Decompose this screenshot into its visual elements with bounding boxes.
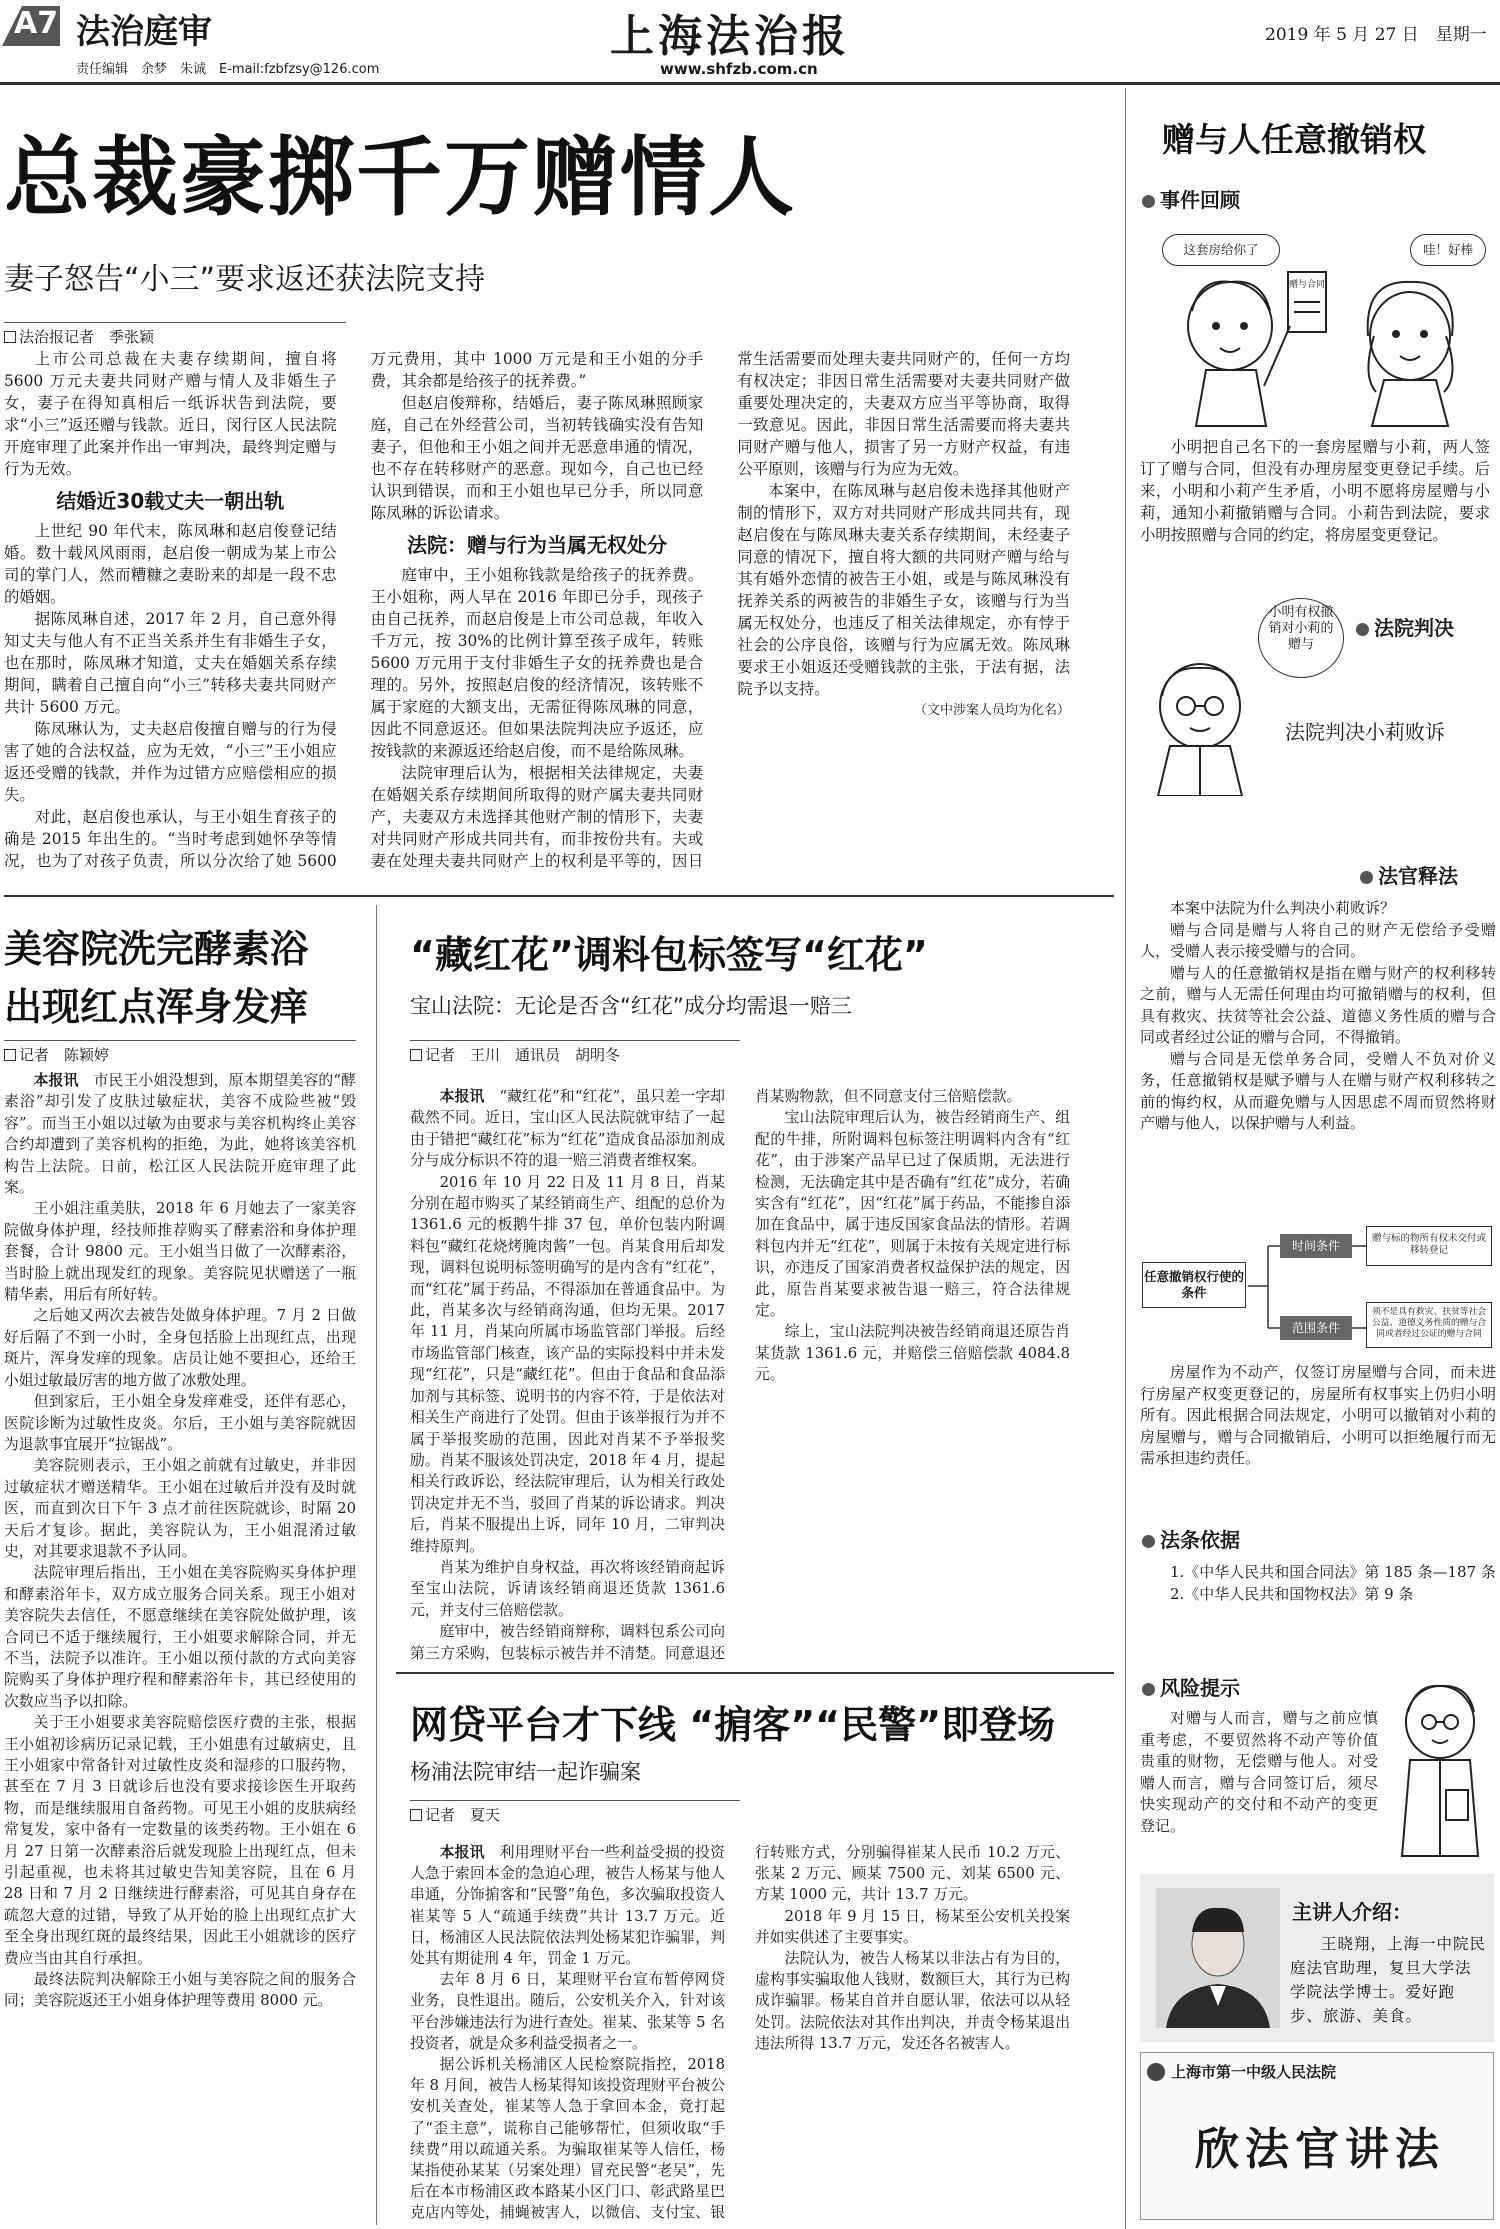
interpret-para: 赠与人的任意撤销权是指在赠与财产的权利移转之前，赠与人无需任何理由均可撤销赠与的权利，但具有救灾、扶贫等社会公益、道德义务性质的赠与合同或者经过公证的赠与合同，不得撤销。 <box>1140 963 1496 1046</box>
column-name: 欣法官讲法 <box>1195 2124 1445 2175</box>
a2-p: 最终法院判决解除王小姐与美容院之间的服务合同；美容院返还王小姐身体护理等费用 8000 元。 <box>4 1971 356 2010</box>
a1-p: 对此，赵启俊也承认，与王小姐生育孩子的确是 2015 年出生的。“当时考虑到她怀孕等情况，也为了对孩子负责，所以分次给了她 5600 万元费用，其中 1000 万元是和王小姐的分手费，其余都是给孩子的抚养费。” <box>4 350 704 870</box>
a1-p: 本案中，在陈凤琳与赵启俊未选择其他财产制的情形下，双方对共同财产形成共同共有，现赵启俊在与陈凤琳夫妻关系存续期间，未经妻子同意的情况下，擅自将大额的共同财产赠与给与其有婚外恋情的被告王小姐，或是与陈凤琳没有抚养关系的两被告的非婚生子女，该赠与行为当属无权处分，也违反了相关法律规定，亦有悖于社会的公序良俗，该赠与行为应属无效。陈凤琳要求王小姐返还受赠钱款的主张，于法有据，法院予以支持。 <box>737 482 1070 698</box>
a3-p: 综上，宝山法院判决被告经销商退还原告肖某货款 1361.6 元，并赔偿三倍赔偿款 4084.8 元。 <box>755 1323 1070 1384</box>
judge-illustration <box>1140 596 1270 796</box>
a4-p: 据公诉机关杨浦区人民检察院指控，2018 年 8 月间，被告人杨某得知该投资理财平台被公安机关查处，崔某等人急于拿回本金，竟打起了“歪主意”，谎称自己能够帮忙，但须收取“手续费”用以疏通关系。为骗取崔某等人信任，杨某指使孙某某（另案处理）冒充民警“老吴”，先后在本市杨浦区政本路某小区门口、彰武路星巴克店内等处，捕蝇被害人，以微信、支付宝、银行转账方式，分别骗得崔某人民币 10.2 万元、张某 2 万元、顾某 7500 元、刘某 6500 元、方某 1000 元，共计 13.7 万元。 <box>410 1844 1070 2222</box>
a2-p: 法院审理后指出，王小姐在美容院购买身体护理和酵素浴年卡，双方成立服务合同关系。现王小姐对美容院失去信任，不愿意继续在美容院处做护理，该合同已不适于继续履行，王小姐要求解除合同，并无不当，法院予以准许。王小姐以预付款的方式向美容院购买了身体护理疗程和酵素浴年卡，其已经使用的次数应当予以扣除。 <box>4 1564 356 1710</box>
interpret-para: 赠与合同是无偿单务合同，受赠人不负对价义务，任意撤销权是赋予赠与人在赠与财产权利移转之前的悔约权，从而避免赠与人因思虑不周而贸然将财产赠与他人，以保护赠与人利益。 <box>1140 1049 1496 1132</box>
speaker-photo <box>1156 1888 1280 2028</box>
sidebar-title: 赠与人任意撤销权 <box>1162 120 1426 159</box>
risk-text <box>1140 1708 1378 1837</box>
a1-p: 陈凤琳认为，丈夫赵启俊擅自赠与的行为侵害了她的合法权益，应为无效，“小三”王小姐应返还受赠的钱款，并作为过错方应赔偿相应的损失。 <box>4 720 337 804</box>
article1-bottom-rule <box>4 895 1114 897</box>
article3-deck: 宝山法院：无论是否含“红花”成分均需退一赔三 <box>410 994 852 1018</box>
a3-p <box>410 1086 725 1172</box>
law-item: 2.《中华人民共和国物权法》第 9 条 <box>1170 1584 1414 1603</box>
a3-p-text: “藏红花”和“红花”，虽只差一字却截然不同。近日，宝山区人民法院就审结了一起由于错把“藏红花”标为“红花”造成食品添加剂成分与成分标识不符的退一赔三消费者维权案。 <box>410 1088 725 1170</box>
a1-p: 据陈凤琳自述，2017 年 2 月，自己意外得知丈夫与他人有不正当关系并生有非婚生子女，也在那时，陈凤琳才知道，丈夫在婚姻关系存续期间，瞒着自己擅自向“小三”转移夫妻共同财产共计 5600 万元。 <box>4 610 337 716</box>
judgment-text: 法院判决小莉败诉 <box>1285 720 1445 744</box>
article2-byline <box>4 1040 356 1065</box>
page-number-badge <box>0 2 62 46</box>
article4-byline <box>410 1800 740 1825</box>
sec-case-heading <box>1142 184 1240 213</box>
diagram-root: 任意撤销权行使的条件 <box>1142 1262 1246 1308</box>
a4-p <box>410 1842 725 1969</box>
section-name: 法治庭审 <box>76 12 212 52</box>
speaker-portrait <box>1156 1888 1280 2028</box>
column-banner <box>1140 2052 1494 2220</box>
a2-p: 之后她又两次去被告处做身体护理。7 月 2 日做好后隔了不到一小时，全身包括脸上出现红点，出现斑片，浑身发痒的现象。店员让她不要担心，还给王小姐过敏最厉害的地方做了冰敷处理。 <box>4 1307 356 1389</box>
sec-risk-label: 风险提示 <box>1160 1676 1240 1700</box>
court-name: 上海市第一中级人民法院 <box>1171 2063 1337 2081</box>
issue-date: 2019 年 5 月 27 日 星期一 <box>1265 25 1487 45</box>
interpret-para: 赠与合同是赠与人将自己的财产无偿给予受赠人，受赠人表示接受赠与的合同。 <box>1140 920 1496 960</box>
sec-judgment-heading <box>1356 612 1454 641</box>
article4-deck: 杨浦法院审结一起诈骗案 <box>410 1760 641 1784</box>
speech-bubble-left: 这套房给你了 <box>1162 234 1280 266</box>
article2-body <box>4 1070 356 2225</box>
sec-judgment-label: 法院判决 <box>1374 616 1454 640</box>
a3-p: 宝山法院审理后认为，被告经销商生产、组配的牛排，所附调料包标签注明调料内含有“红花”，由于涉案产品早已过了保质期，无法进行检测，无法确定其中是否确有“红花”成分，若确实含有“红花”，因“红花”属于药品，不能掺自添加在食品中，属于违反国家食品法的情形。若调料包内并无“红花”，则属于未按有关规定进行标识，亦违反了国家消费者权益保护法的规定，因此，原告肖某要求被告退一赔三，符合法律规定。 <box>755 1109 1070 1320</box>
website: www.shfzb.com.cn <box>660 60 818 78</box>
a4-p: 去年 8 月 6 日，某理财平台宣布暂停网贷业务，良性退出。随后，公安机关介入，针对该平台涉嫌违法行为进行查处。崔某、张某等 5 名投资者，就是众多利益受损者之一。 <box>410 1971 725 2052</box>
byline-box-icon <box>4 1049 16 1061</box>
a2-p <box>4 1070 356 1198</box>
sec-law-heading <box>1142 1524 1240 1553</box>
diagram-branch-scope: 范围条件 <box>1280 1316 1352 1340</box>
bullet-icon <box>1142 195 1155 208</box>
a2-lead: 本报讯 <box>33 1072 94 1089</box>
speech-bubble-right: 哇！好棒 <box>1410 234 1486 266</box>
diagram-detail-scope: 须不是具有救灾、扶贫等社会公益、道德义务性质的赠与合同或者经过公证的赠与合同 <box>1366 1302 1492 1348</box>
a3-p: 2016 年 10 月 22 日及 11 月 8 日，肖某分别在超市购买了某经销商生产、组配的总价为 1361.6 元的板鹅牛排 37 包，单价包装内附调料包“藏红花烧烤腌肉酱”一包。肖某食用后却发现，调料包说明标签明确写的是内含有“红花”，而“红花”属于药品，不得添加在普通食品中。为此，肖某多次与经销商沟通，但均无果。2017 年 11 月，肖某向所属市场监管部门举报。后经市场监管部门核查，该产品的实际投料中并未发现“红花”，只是“藏红花”。但由于食品和食品添加剂与其标签、说明书的内容不符，于是依法对相关生产商进行了处罚。但由于该举报行为并不属于举报奖励的范围，因此对肖某不予举报奖励。肖某不服该处罚决定，2018 年 4 月，提起相关行政诉讼，经法院审理后，认为相关行政处罚决定并无不当，驳回了肖某的诉讼请求。判决后，肖某不服提出上诉，同年 10 月，二审判决维持原判。 <box>410 1173 725 1555</box>
bullet-icon <box>1142 1535 1155 1548</box>
bullet-icon <box>1142 1683 1155 1696</box>
a4-p-text: 利用理财平台一些利益受损的投资人急于索回本金的急迫心理，被告人杨某与他人串通，分饰掮客和“民警”角色，多次骗取投资人崔某等 5 人“疏通手续费”共计 13.7 万元。近日，杨浦区人民法院依法判处杨某犯诈骗罪，判处其有期徒刑 4 年，罚金 1 万元。 <box>410 1844 725 1968</box>
sec-risk-heading <box>1142 1672 1240 1701</box>
a2-p: 但到家后，王小姐全身发痒难受，还伴有恶心，医院诊断为过敏性皮炎。尔后，王小姐与美容院就因为退款事宜展开“拉锯战”。 <box>4 1393 356 1453</box>
a3-p: 庭审中，被告经销商辩称，调料包系公司向第三方采购，包装标示被告并不清楚。同意退还肖某购物款，但不同意支付三倍赔偿款。 <box>410 1088 1022 1662</box>
risk-para: 对赠与人而言，赠与之前应慎重考虑，不要贸然将不动产等价值贵重的财物，无偿赠与他人。对受赠人而言，赠与合同签订后，须尽快实现动产的交付和不动产的变更登记。 <box>1140 1709 1378 1835</box>
article4-body <box>410 1842 1070 2225</box>
conditions-diagram <box>1140 1224 1496 1348</box>
sec-interpret-label: 法官释法 <box>1378 864 1458 888</box>
a1-p: 庭审中，王小姐称钱款是给孩子的抚养费。王小姐称，两人早在 2016 年即已分手，现孩子由自己抚养，而赵启俊是上市公司总裁，年收入千万元，按 30%的比例计算至孩子成年，转账 5600 万元用于支付非婚生子女的抚养费也是合理的。另外，按照赵启俊的经济情况，该转账不属于家庭的大额支出，无需征得陈凤琳的同意，因此不同意返还。但如果法院判决应予返还，应按钱款的来源返还给赵启俊，而不是给陈凤琳。 <box>370 566 704 760</box>
article1-byline <box>4 322 346 347</box>
article3-byline-text: 记者 王川 通讯员 胡明冬 <box>425 1046 621 1064</box>
speaker-title: 主讲人介绍： <box>1292 1900 1412 1924</box>
article3-bottom-rule <box>396 1672 1114 1674</box>
article2-divider <box>376 905 377 2225</box>
article2-title-line-2: 出现红点浑身发痒 <box>4 985 309 1029</box>
interpret-text <box>1140 898 1496 1135</box>
article1-byline-text: 法治报记者 季张颖 <box>19 328 155 346</box>
a1-subhead-2: 法院：赠与行为当属无权处分 <box>406 533 667 557</box>
a4-p: 2018 年 9 月 15 日，杨某至公安机关投案并如实供述了主要事实。 <box>755 1907 1070 1946</box>
a1-note: （文中涉案人员均为化名） <box>913 703 1070 718</box>
editors-line: 责任编辑 余梦 朱诚 E-mail:fzbfzsy@126.com <box>76 62 380 77</box>
byline-box-icon <box>4 331 16 343</box>
after-diagram-text <box>1140 1362 1496 1470</box>
a4-p: 法院认为，被告人杨某以非法占有为目的，虚构事实骗取他人钱财，数额巨大，其行为已构成诈骗罪。杨某自首并自愿认罪，依法可以从轻处罚。法院依法对其作出判决，并责令杨某退出违法所得 13.7 万元，发还各名被害人。 <box>755 1950 1070 2052</box>
law-list <box>1140 1562 1496 1605</box>
article4-byline-text: 记者 夏天 <box>425 1806 501 1824</box>
a4-lead: 本报讯 <box>439 1844 500 1861</box>
speaker-bio: 王晓翔，上海一中院民庭法官助理，复旦大学法学院法学博士。爱好跑步、旅游、美食。 <box>1290 1935 1487 2025</box>
sec-case-label: 事件回顾 <box>1160 188 1240 212</box>
sec-law-label: 法条依据 <box>1160 1528 1240 1552</box>
a1-p: 上世纪 90 年代末，陈凤琳和赵启俊登记结婚。数十载风风雨雨，赵启俊一朝成为某上市公司的掌门人，然而糟糠之妻盼来的却是一段不忠的婚姻。 <box>4 522 337 606</box>
header-rule <box>0 82 1500 85</box>
article3-title: “藏红花”调料包标签写“红花” <box>410 933 928 977</box>
interpret-para: 本案中法院为什么判决小莉败诉？ <box>1170 899 1396 917</box>
article1-title: 总裁豪掷千万赠情人 <box>4 128 796 228</box>
lawyer-illustration <box>1388 1660 1492 1860</box>
court-badge-icon <box>1147 2063 1165 2081</box>
article2-title-line-1: 美容院洗完酵素浴 <box>4 927 309 971</box>
a1-p: 法院审理后认为，根据相关法律规定，夫妻在婚姻关系存续期间所取得的财产属夫妻共同财产，夫妻双方未选择其他财产制的情形下，夫妻对共同财产形成共同共有，而非按份共有。夫或妻在处理夫妻共同财产上的权利是平等的，因日常生活需要而处理夫妻共同财产的，任何一方均有权决定；非因日常生活需要对夫妻共同财产做重要处理决定的，夫妻双方应当平等协商，取得一致意见。因此，非因日常生活需要而将夫妻共同财产赠与他人，损害了另一方财产权益，有违公平原则，该赠与行为应为无效。 <box>370 350 1070 870</box>
a1-intro: 上市公司总裁在夫妻存续期间，擅自将 5600 万元夫妻共同财产赠与情人及非婚生子女，妻子在得知真相后一纸诉状告到法院，要求“小三”返还赠与钱款。近日，闵行区人民法院开庭审理了此案并作出一审判决，最终判定赠与行为无效。 <box>4 350 337 478</box>
article2-byline-text: 记者 陈颖婷 <box>19 1046 110 1064</box>
newspaper-logo: 上海法治报 <box>610 11 850 62</box>
byline-box-icon <box>410 1809 422 1821</box>
sec-interpret-heading <box>1360 860 1458 889</box>
a3-lead: 本报讯 <box>439 1088 500 1105</box>
case-text <box>1140 436 1490 546</box>
law-item: 1.《中华人民共和国合同法》第 185 条—187 条 <box>1170 1563 1496 1581</box>
sidebar-divider <box>1125 88 1126 2229</box>
article4-title: 网贷平台才下线 “掮客”“民警”即登场 <box>410 1703 1056 1747</box>
case-para: 小明把自己名下的一套房屋赠与小莉，两人签订了赠与合同，但没有办理房屋变更登记手续。后来，小明和小莉产生矛盾，小明不愿将房屋赠与小莉，通知小莉撤销赠与合同。小莉告到法院，要求小明按照赠与合同的约定，将房屋变更登记。 <box>1140 438 1490 544</box>
diagram-branch-time: 时间条件 <box>1280 1234 1352 1258</box>
article3-body <box>410 1086 1070 1666</box>
bullet-icon <box>1360 871 1373 884</box>
a2-p-text: 市民王小姐没想到，原本期望美容的“酵素浴”却引发了皮肤过敏症状，美容不成险些被“毁容”。而当王小姐以过敏为由要求与美容机构终止美容合约却遭到了美容机构的拒绝，为此，她将该美容机构告上法院。日前，松江区人民法院开庭审理了此案。 <box>4 1072 356 1197</box>
diagram-detail-time: 赠与标的物所有权未交付或移转登记 <box>1366 1226 1492 1266</box>
a2-p: 关于王小姐要求美容院赔偿医疗费的主张，根据王小姐初诊病历记录记载，王小姐患有过敏病史，且王小姐家中常备针对过敏性皮炎和湿疹的口服药物，甚至在 7 月 3 日就诊后也没有要求接诊医生开取药物，而是继续服用自备药物。可见王小姐的皮肤病经常复发，家中备有一定数量的该类药物。王小姐在 6 月 27 日第一次酵素浴后就发现脸上出现红点，但未引起重视，也未将其过敏史告知美容院，且在 6 月 28 日和 7 月 2 日继续进行酵素浴，可见其自身存在疏忽大意的过错，导致了从开始的脸上出现红点扩大至全身出现红斑的最终结果，因此王小姐就诊的医疗费应当由其自行承担。 <box>4 1714 356 1967</box>
a1-subhead-1: 结婚近30载丈夫一朝出轨 <box>56 489 285 513</box>
after-diagram-para: 房屋作为不动产，仅签订房屋赠与合同，而未进行房屋产权变更登记的，房屋所有权事实上仍归小明所有。因此根据合同法规定，小明可以撤销对小莉的房屋赠与，赠与合同撤销后，小明可以拒绝履行而无需承担违约责任。 <box>1140 1363 1496 1467</box>
judge-speech-bubble: 小明有权撤销对小莉的赠与 <box>1258 598 1344 678</box>
contract-label: 赠与合同 <box>1289 280 1326 290</box>
a1-p: 但赵启俊辩称，结婚后，妻子陈凤琳照顾家庭，自己在外经营公司，当初转钱确实没有告知妻子，但他和王小姐之间并无恶意串通的情况，也不存在转移财产的恶意。现如今，自己也已经认识到错误，而和王小姐也早已分手，所以同意陈凤琳的诉讼请求。 <box>370 394 704 522</box>
bullet-icon <box>1356 623 1369 636</box>
byline-box-icon <box>410 1049 422 1061</box>
article1-deck: 妻子怒告“小三”要求返还获法院支持 <box>4 262 486 297</box>
page-number: A7 <box>14 6 59 41</box>
a2-p: 王小姐注重美肤，2018 年 6 月她去了一家美容院做身体护理，经技师推荐购买了酵素浴和身体护理套餐，合计 9800 元。王小姐当日做了一次酵素浴，当时脸上就出现发红的现象。美容院见状赠送了一瓶精华素，用后有所好转。 <box>4 1200 356 1304</box>
a2-p: 美容院则表示，王小姐之前就有过敏史，并非因过敏症状才赠送精华。王小姐在过敏后并没有及时就医，而直到次日下午 3 点才前往医院就诊，时隔 20 天后才复诊。据此，美容院认为，王小姐混淆过敏史，对其要求退款不予认同。 <box>4 1457 356 1560</box>
article3-byline <box>410 1040 740 1065</box>
article1-body <box>4 348 1070 878</box>
a3-p: 肖某为维护自身权益，再次将该经销商起诉至宝山法院，诉请该经销商退还货款 1361.6 元，并支付三倍赔偿款。 <box>410 1558 725 1619</box>
